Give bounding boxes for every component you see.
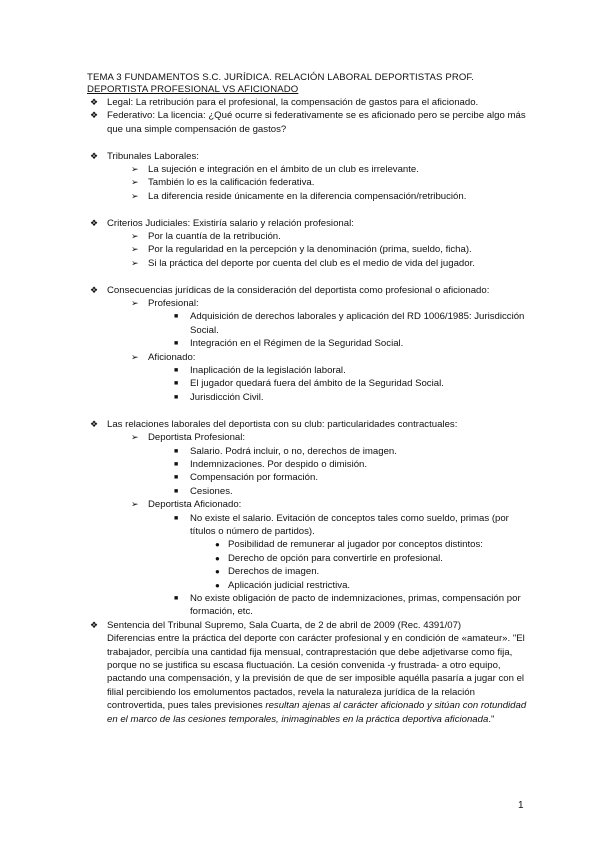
arrow-bullet-icon: ➢ xyxy=(131,351,139,362)
square-bullet-icon: ■ xyxy=(174,340,179,348)
diamond-bullet-icon: ❖ xyxy=(90,418,99,429)
item-text: Adquisición de derechos laborales y aplicación del RD 1006/1985: Jurisdicción Social. xyxy=(190,311,525,336)
arrow-bullet-icon: ➢ xyxy=(131,190,139,201)
list-item-criterios xyxy=(87,217,527,271)
dot-bullet-icon: ● xyxy=(215,580,220,590)
list-item-aficionado xyxy=(131,351,527,405)
arrow-bullet-icon: ➢ xyxy=(131,432,139,443)
list-item-tribunales xyxy=(87,150,527,204)
square-bullet-icon: ■ xyxy=(174,447,179,455)
item-text: La sujeción e integración en el ámbito de un club es irrelevante. xyxy=(148,164,419,176)
sublist xyxy=(107,163,527,203)
list-item-profesional xyxy=(131,297,527,351)
diamond-bullet-icon: ❖ xyxy=(90,284,99,295)
diamond-bullet-icon: ❖ xyxy=(90,217,99,228)
item-text: No existe el salario. Evitación de conceptos tales como sueldo, primas (por títulos o número de partidos). xyxy=(190,512,509,537)
list-item xyxy=(212,538,527,551)
item-text: Aplicación judicial restrictiva. xyxy=(228,579,351,591)
page-number: 1 xyxy=(518,800,524,811)
item-text: El jugador quedará fuera del ámbito de la Seguridad Social. xyxy=(190,378,444,390)
item-heading: Tribunales Laborales: xyxy=(107,150,199,162)
item-text: No existe obligación de pacto de indemnizaciones, primas, compensación por formación, etc. xyxy=(190,592,521,618)
list-item xyxy=(131,176,527,189)
sublist xyxy=(148,445,527,499)
diamond-bullet-icon: ❖ xyxy=(90,110,99,121)
sublist xyxy=(107,297,527,404)
item-text: Federativo: La licencia: ¿Qué ocurre si federativamente se es aficionado pero se percibe algo más que una simple compensación de gastos? xyxy=(107,110,526,135)
list-item xyxy=(131,190,527,203)
item-text: Posibilidad de remunerar al jugador por conceptos distintos: xyxy=(228,539,483,551)
arrow-bullet-icon: ➢ xyxy=(131,164,139,175)
section-tribunales xyxy=(87,150,527,204)
section-sentencia xyxy=(87,619,527,726)
list-item xyxy=(170,445,527,458)
list-item-sentencia xyxy=(87,619,527,726)
arrow-bullet-icon: ➢ xyxy=(131,298,139,309)
item-text: Cesiones. xyxy=(190,485,233,497)
item-text: Salario. Podrá incluir, o no, derechos de imagen. xyxy=(190,445,397,457)
list-item xyxy=(212,565,527,578)
dot-bullet-icon: ● xyxy=(215,540,220,550)
spacer xyxy=(87,203,527,216)
square-bullet-icon: ■ xyxy=(174,313,179,321)
list-item xyxy=(212,552,527,565)
list-item-federativo xyxy=(87,109,527,136)
item-text: Por la cuantía de la retribución. xyxy=(148,231,281,243)
list-item-legal xyxy=(87,96,527,109)
arrow-bullet-icon: ➢ xyxy=(131,231,139,242)
dot-bullet-icon: ● xyxy=(215,553,220,563)
diamond-bullet-icon: ❖ xyxy=(90,97,99,107)
sublist xyxy=(190,538,527,592)
sublist xyxy=(148,512,527,619)
list-item-consecuencias xyxy=(87,284,527,405)
square-bullet-icon: ■ xyxy=(174,380,179,388)
item-text: Derechos de imagen. xyxy=(228,566,320,578)
item-text: Compensación por formación. xyxy=(190,472,318,484)
spacer xyxy=(87,136,527,149)
sentencia-italic-text: resultan ajenas al carácter aficionado y sitúan con rotundidad en el marco de las cesiones temporales, inimaginables en la práctica deportiva aficionada xyxy=(107,700,527,725)
list-item xyxy=(131,243,527,256)
list-item-relaciones xyxy=(87,418,527,619)
list-item xyxy=(170,377,527,390)
item-label: Deportista Aficionado: xyxy=(148,499,242,511)
document-content xyxy=(87,72,527,726)
square-bullet-icon: ■ xyxy=(174,514,179,522)
sentencia-body xyxy=(107,632,527,726)
diamond-bullet-icon: ❖ xyxy=(90,619,99,630)
item-text: Indemnizaciones. Por despido o dimisión. xyxy=(190,458,368,470)
section-definitions xyxy=(87,96,527,136)
list-item xyxy=(170,458,527,471)
square-bullet-icon: ■ xyxy=(174,367,179,375)
sentencia-end: ." xyxy=(488,713,495,725)
arrow-bullet-icon: ➢ xyxy=(131,244,139,255)
spacer xyxy=(87,404,527,417)
sublist xyxy=(107,431,527,619)
square-bullet-icon: ■ xyxy=(174,474,179,482)
arrow-bullet-icon: ➢ xyxy=(131,499,139,510)
item-label: Aficionado: xyxy=(148,351,196,363)
sentencia-heading: Sentencia del Tribunal Supremo, Sala Cuarta, de 2 de abril de 2009 (Rec. 4391/07) xyxy=(107,619,462,631)
item-text: Derecho de opción para convertirle en profesional. xyxy=(228,552,443,564)
item-text: Integración en el Régimen de la Seguridad Social. xyxy=(190,338,404,350)
item-heading: Consecuencias jurídicas de la consideración del deportista como profesional o aficionado: xyxy=(107,284,490,296)
list-item xyxy=(170,391,527,404)
sublist xyxy=(148,310,527,350)
arrow-bullet-icon: ➢ xyxy=(131,177,139,188)
list-item xyxy=(131,163,527,176)
section-relaciones xyxy=(87,418,527,619)
list-item xyxy=(131,257,527,270)
item-text: Inaplicación de la legislación laboral. xyxy=(190,365,346,377)
item-heading: Las relaciones laborales del deportista con su club: particularidades contractuales: xyxy=(107,418,458,430)
list-item xyxy=(170,485,527,498)
square-bullet-icon: ■ xyxy=(174,487,179,495)
item-label: Deportista Profesional: xyxy=(148,432,246,444)
list-item xyxy=(170,337,527,350)
dot-bullet-icon: ● xyxy=(215,567,220,577)
list-item xyxy=(131,230,527,243)
list-item xyxy=(170,310,527,337)
list-item xyxy=(212,579,527,592)
item-text: También lo es la calificación federativa. xyxy=(148,177,315,189)
square-bullet-icon: ■ xyxy=(174,393,179,401)
section-consecuencias xyxy=(87,284,527,405)
sentencia-text: Diferencias entre la práctica del deporte con carácter profesional y en condición de «amateur». "El trabajador, percibía una cantidad fija mensual, contraprestación que debe adjetivarse como fija, porque no se justifica su escasa fluctuación. La cesión convenida -y frustrada- a otro equipo, pactando una compensación, y la previsión de que de ser imposible aquélla pasaría a jugar con el filial percibiendo los emolumentos pactados, revela la naturaleza jurídica de la relación controvertida, pues tales previsiones xyxy=(107,633,525,712)
sublist xyxy=(107,230,527,270)
list-item-deportista-aficionado xyxy=(131,498,527,619)
title-line-1: TEMA 3 FUNDAMENTOS S.C. JURÍDICA. RELACIÓN LABORAL DEPORTISTAS PROF. xyxy=(87,72,475,83)
item-text: Por la regularidad en la percepción y la denominación (prima, sueldo, ficha). xyxy=(148,244,472,256)
spacer xyxy=(87,270,527,283)
item-text: Legal: La retribución para el profesional, la compensación de gastos para el aficionado. xyxy=(107,97,479,108)
square-bullet-icon: ■ xyxy=(174,594,179,602)
section-criterios xyxy=(87,217,527,271)
item-text: Si la práctica del deporte por cuenta del club es el medio de vida del jugador. xyxy=(148,257,475,269)
list-item xyxy=(170,592,527,619)
item-heading: Criterios Judiciales: Existiría salario y relación profesional: xyxy=(107,217,354,229)
diamond-bullet-icon: ❖ xyxy=(90,150,99,161)
item-text: Jurisdicción Civil. xyxy=(190,391,264,403)
arrow-bullet-icon: ➢ xyxy=(131,257,139,268)
list-item xyxy=(170,364,527,377)
item-label: Profesional: xyxy=(148,298,199,310)
item-text: La diferencia reside únicamente en la diferencia compensación/retribución. xyxy=(148,190,467,202)
list-item xyxy=(170,512,527,592)
list-item-deportista-profesional xyxy=(131,431,527,498)
sublist xyxy=(148,364,527,404)
list-item xyxy=(170,471,527,484)
document-title xyxy=(87,72,527,96)
square-bullet-icon: ■ xyxy=(174,460,179,468)
title-line-2: DEPORTISTA PROFESIONAL VS AFICIONADO xyxy=(87,84,299,95)
